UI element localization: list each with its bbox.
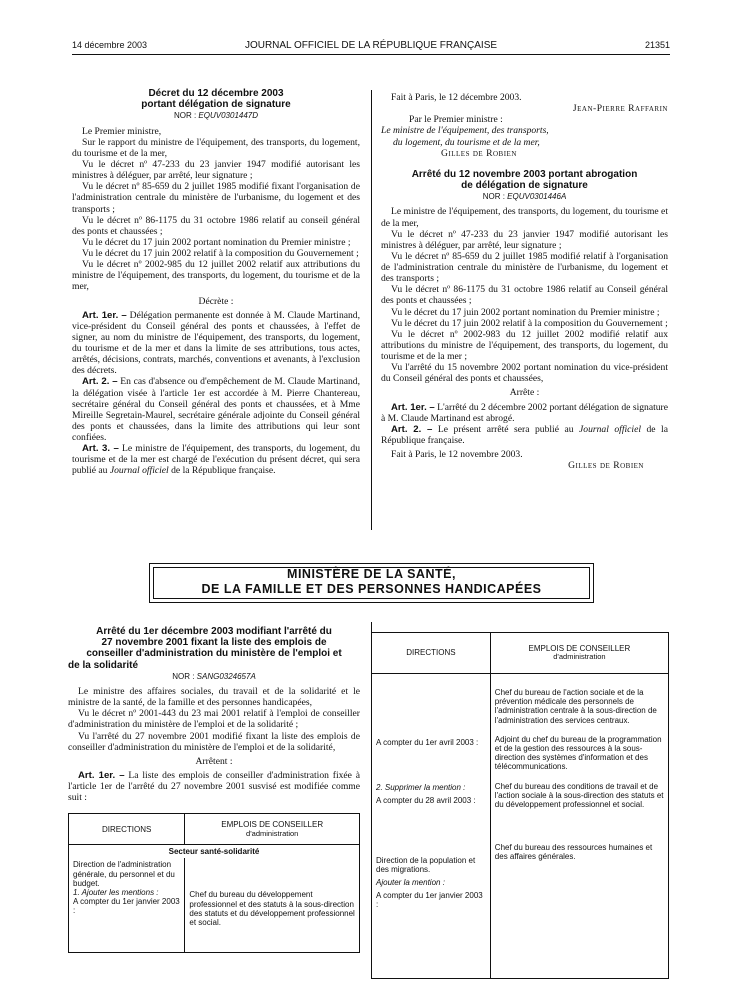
arrete2-title-1: Arrêté du 1er décembre 2003 modifiant l'arrêté du bbox=[96, 626, 332, 637]
table-dir-c2: A compter du 28 avril 2003 : bbox=[376, 796, 476, 806]
table-header-directions: DIRECTIONS bbox=[372, 633, 491, 674]
arrete1-para: Vu l'arrêté du 15 novembre 2002 portant nomination du vice-président du Conseil général des ponts et chaussées, bbox=[381, 362, 668, 385]
table-dir-c1: 2. Supprimer la mention : bbox=[376, 783, 466, 793]
arrete2-para: Vu l'arrêté du 27 novembre 2001 modifié fixant la liste des emplois de conseiller d'administration du ministère de l'emploi et de la solidarité, bbox=[68, 730, 360, 753]
header-rule bbox=[72, 54, 670, 55]
arrete2-para: Le ministre des affaires sociales, du travail et de la solidarité et le ministre de la santé, de la famille et des personnes handicapées, bbox=[68, 686, 360, 709]
decree-article-2: Art. 2. – En cas d'absence ou d'empêchement de M. Claude Martinand, la délégation visée à l'article 1er est accordée à M. Pierre Chantereau, secrétaire général du Conseil général des ponts et chaussées, et à Mme Mireille Segretain-Maurel, secrétaire générale adjointe du Conseil général des ponts et chaussées, dans la limite des attributions qui leur sont confiées. bbox=[72, 376, 360, 444]
table-column-emplois bbox=[490, 674, 668, 979]
arrete1-para: Vu le décret nº 2002-983 du 12 juillet 2002 modifié relatif aux attributions du ministre de l'équipement, des transports, du logement, du tourisme et de la mer ; bbox=[381, 328, 668, 363]
decree-nor: NOR : EQUV0301447D bbox=[173, 111, 259, 121]
table-job-b: Adjoint du chef du bureau de la programmation et de la gestion des ressources à la sous-direction des systèmes d'information et des télécommunications. bbox=[494, 734, 662, 772]
decree-title-1: Décret du 12 décembre 2003 bbox=[148, 88, 284, 99]
table-job-a: Chef du bureau de l'action sociale et de la prévention médicale des personnels de l'administration centrale à la sous-direction de l'administration des services centraux. bbox=[494, 688, 657, 725]
arrete1-fait: Fait à Paris, le 12 novembre 2003. bbox=[391, 449, 523, 461]
decree-para: Vu le décret nº 2002-985 du 12 juillet 2002 relatif aux attributions du ministre de l'équipement, des transports, du logement, du tourisme et de la mer, bbox=[72, 259, 360, 293]
arrete1-nor-code: EQUV0301446A bbox=[507, 192, 567, 202]
decree-signer-pm: Jean-Pierre Raffarin bbox=[572, 103, 668, 115]
header-page-number: 21351 bbox=[644, 40, 670, 50]
table-header-emplois: EMPLOIS DE CONSEILLER d'administration bbox=[490, 633, 668, 674]
left-table bbox=[68, 813, 360, 953]
decree-para: Vu le décret nº 47-233 du 23 janvier 1947 modifié autorisant les ministres à déléguer, par arrêté, leur signature ; bbox=[72, 159, 360, 182]
arrete2-title-3: conseiller d'administration du ministère de l'emploi et bbox=[86, 648, 342, 660]
table-dir-d2: Ajouter la mention : bbox=[376, 877, 445, 887]
decree-par-pm: Par le Premier ministre : bbox=[409, 114, 503, 126]
decree-para: Vu le décret nº 85-659 du 2 juillet 1985 modifié fixant l'organisation de l'administration centrale du ministère de l'urbanisme, du logement et des transports ; bbox=[72, 181, 360, 215]
column-divider-top bbox=[371, 90, 372, 530]
arrete2-block bbox=[68, 626, 360, 986]
ministry-line-2: DE LA FAMILLE ET DES PERSONNES HANDICAPÉES bbox=[201, 581, 542, 596]
arrete1-title-1: Arrêté du 12 novembre 2003 portant abrogation bbox=[411, 168, 638, 180]
header-date: 14 décembre 2003 bbox=[72, 40, 148, 50]
arrete2-article-1: Art. 1er. – La liste des emplois de conseiller d'administration fixée à l'article 1er de l'arrêté du 27 novembre 2001 susvisé est modifiée comme suit : bbox=[68, 769, 360, 804]
decree-para: Vu le décret nº 86-1175 du 31 octobre 1986 relatif au conseil général des ponts et chaussées ; bbox=[72, 214, 360, 237]
ministry-line-1: MINISTÈRE DE LA SANTÉ, bbox=[287, 567, 456, 581]
decree-para: Le Premier ministre, bbox=[82, 125, 162, 137]
decree-para: Vu le décret du 17 juin 2002 relatif à la composition du Gouvernement ; bbox=[82, 248, 359, 260]
table-dir-d1: Direction de la population et des migrations. bbox=[376, 855, 476, 874]
arrete2-title-4: de la solidarité bbox=[68, 659, 139, 671]
decree-decrete: Décrète : bbox=[198, 295, 234, 307]
table-dir-b: A compter du 1er avril 2003 : bbox=[376, 738, 479, 747]
ministry-banner-inner-border bbox=[153, 567, 590, 599]
table-column-directions bbox=[372, 674, 491, 979]
decree-block bbox=[72, 88, 360, 528]
arrete1-para: Vu le décret nº 47-233 du 23 janvier 1947 modifié autorisant les ministres à déléguer, par arrêté, leur signature ; bbox=[381, 228, 668, 251]
arrete2-nor-code: SANG0324657A bbox=[196, 671, 256, 681]
arrete2-arretent: Arrêtent : bbox=[195, 755, 233, 767]
page-header bbox=[72, 40, 670, 54]
decree-minister-line1: Le ministre de l'équipement, des transports, bbox=[381, 125, 549, 137]
arrete1-article-1: Art. 1er. – L'arrêté du 2 décembre 2002 portant délégation de signature à M. Claude Martinand est abrogé. bbox=[381, 401, 668, 424]
ministry-banner bbox=[149, 563, 594, 603]
decree-title-2: portant délégation de signature bbox=[141, 99, 291, 111]
arrete1-para: Vu le décret nº 85-659 du 2 juillet 1985 modifié relatif à l'organisation de l'administration centrale du ministère de l'urbanisme, du logement et des transports ; bbox=[381, 250, 668, 285]
decree-article-1: Art. 1er. – Délégation permanente est donnée à M. Claude Martinand, vice-président du Conseil général des ponts et chaussées, à l'effet de signer, au nom du ministre de l'équipement, des transports, du logement, du tourisme et de la mer et dans la limite de ses attributions, tous actes, arrêtés, décisions, contrats, marchés, conventions et avenants, à l'exclusion des décrets. bbox=[72, 309, 360, 377]
table-header-emplois: EMPLOIS DE CONSEILLER d'administration bbox=[185, 814, 360, 845]
arrete2-nor: NOR : SANG0324657A bbox=[172, 671, 256, 681]
table-dir-d3: A compter du 1er janvier 2003 : bbox=[376, 891, 483, 910]
decree-fait: Fait à Paris, le 12 décembre 2003. bbox=[391, 92, 522, 103]
right-top-block bbox=[381, 92, 668, 532]
header-journal-title: JOURNAL OFFICIEL DE LA RÉPUBLIQUE FRANÇAISE bbox=[244, 40, 498, 51]
arrete1-para: Le ministre de l'équipement, des transports, du logement, du tourisme et de la mer, bbox=[381, 206, 668, 229]
table-header-directions: DIRECTIONS bbox=[69, 814, 185, 845]
decree-para: Vu le décret du 17 juin 2002 portant nomination du Premier ministre ; bbox=[82, 236, 351, 248]
decree-signer-minister: Gilles de Robien bbox=[441, 147, 517, 159]
arrete1-para: Vu le décret du 17 juin 2002 relatif à la composition du Gouvernement ; bbox=[391, 317, 668, 329]
right-table bbox=[371, 632, 669, 979]
table-sector: Secteur santé-solidarité bbox=[69, 845, 360, 859]
decree-minister-line2: du logement, du tourisme et de la mer, bbox=[393, 136, 540, 148]
table-job-d: Chef du bureau des ressources humaines et des affaires générales. bbox=[494, 843, 653, 862]
arrete1-nor: NOR : EQUV0301446A bbox=[482, 192, 567, 202]
decree-para: Sur le rapport du ministre de l'équipement, des transports, du logement, du tourisme et de la mer, bbox=[72, 136, 360, 159]
arrete1-title-2: de délégation de signature bbox=[461, 179, 588, 191]
arrete2-para: Vu le décret nº 2001-443 du 23 mai 2001 relatif à l'emploi de conseiller d'administration du ministère de l'emploi et de la solidarité ; bbox=[68, 708, 360, 731]
arrete1-para: Vu le décret nº 86-1175 du 31 octobre 1986 relatif au Conseil général des ponts et chaussées ; bbox=[381, 284, 668, 307]
arrete2-title-2: 27 novembre 2001 fixant la liste des emplois de bbox=[101, 637, 327, 649]
decree-nor-code: EQUV0301447D bbox=[198, 111, 259, 121]
table-row-emploi: Chef du bureau du développement professionnel et des statuts à la sous-direction des statuts et du développement professionnel et social. bbox=[185, 858, 360, 953]
decree-article-3: Art. 3. – Le ministre de l'équipement, des transports, du logement, du tourisme et de la mer est chargé de l'exécution du présent décret, qui sera publié au Journal officiel de la République française. bbox=[72, 443, 360, 477]
arrete1-signer: Gilles de Robien bbox=[568, 460, 644, 472]
right-table-block bbox=[371, 632, 669, 982]
arrete1-article-2: Art. 2. – Le présent arrêté sera publié au Journal officiel de la République française. bbox=[381, 423, 668, 446]
table-job-c: Chef du bureau des conditions de travail et de l'action sociale à la sous-direction des statuts et du développement professionnel et social. bbox=[494, 781, 664, 809]
arrete1-arrete: Arrête : bbox=[509, 387, 540, 399]
table-row-direction: Direction de l'administration générale, du personnel et du budget. 1. Ajouter les mentions : A compter du 1er janvier 2003 : bbox=[69, 858, 185, 953]
arrete1-para: Vu le décret du 17 juin 2002 portant nomination du Premier ministre ; bbox=[391, 306, 660, 318]
